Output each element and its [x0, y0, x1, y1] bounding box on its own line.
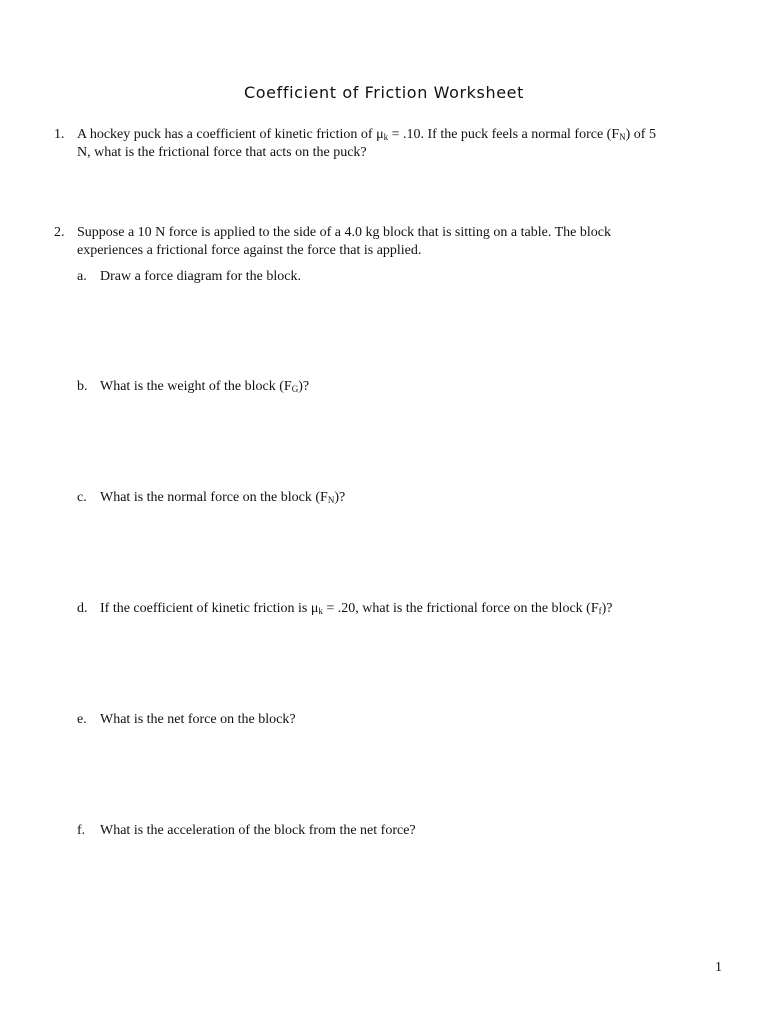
- subquestion-e-letter: e.: [77, 712, 87, 727]
- worksheet-title: Coefficient of Friction Worksheet: [244, 83, 524, 102]
- subquestion-f-letter: f.: [77, 823, 86, 838]
- subquestion-f-text: What is the acceleration of the block from the net force?: [100, 823, 416, 838]
- subquestion-e-text: What is the net force on the block?: [100, 712, 296, 727]
- question-2-text: [77, 224, 717, 260]
- question-1-line-2: N, what is the frictional force that acts on the puck?: [77, 145, 367, 160]
- subquestion-c-text: What is the normal force on the block $(F_N)$?: [100, 490, 346, 505]
- question-1-number: 1.: [54, 127, 65, 142]
- subquestion-d-text: If the coefficient of kinetic friction is $\mu_k = .20$, what is the frictional force on the block $(F_f)$?: [100, 601, 613, 616]
- subquestion-a-letter: a.: [77, 269, 87, 284]
- subquestion-b-text: What is the weight of the block $(F_G)$?: [100, 379, 310, 394]
- subquestion-b-letter: b.: [77, 379, 88, 394]
- question-1-line-1: A hockey puck has a coefficient of kinetic friction of $\mu_k = .10$. If the puck feels a normal force $(F_N)$ of 5: [77, 127, 656, 142]
- question-1-text: [77, 126, 717, 162]
- question-1: [54, 126, 714, 166]
- question-2-number: 2.: [54, 225, 65, 240]
- page-number: 1: [715, 960, 722, 975]
- subquestion-c-letter: c.: [77, 490, 87, 505]
- subquestion-a-text: Draw a force diagram for the block.: [100, 269, 301, 284]
- question-2: [54, 224, 714, 264]
- question-2-line-1: Suppose a 10 N force is applied to the side of a 4.0 kg block that is sitting on a table. The block: [77, 225, 611, 240]
- question-2-line-2: experiences a frictional force against the force that is applied.: [77, 243, 422, 258]
- subquestion-d-letter: d.: [77, 601, 88, 616]
